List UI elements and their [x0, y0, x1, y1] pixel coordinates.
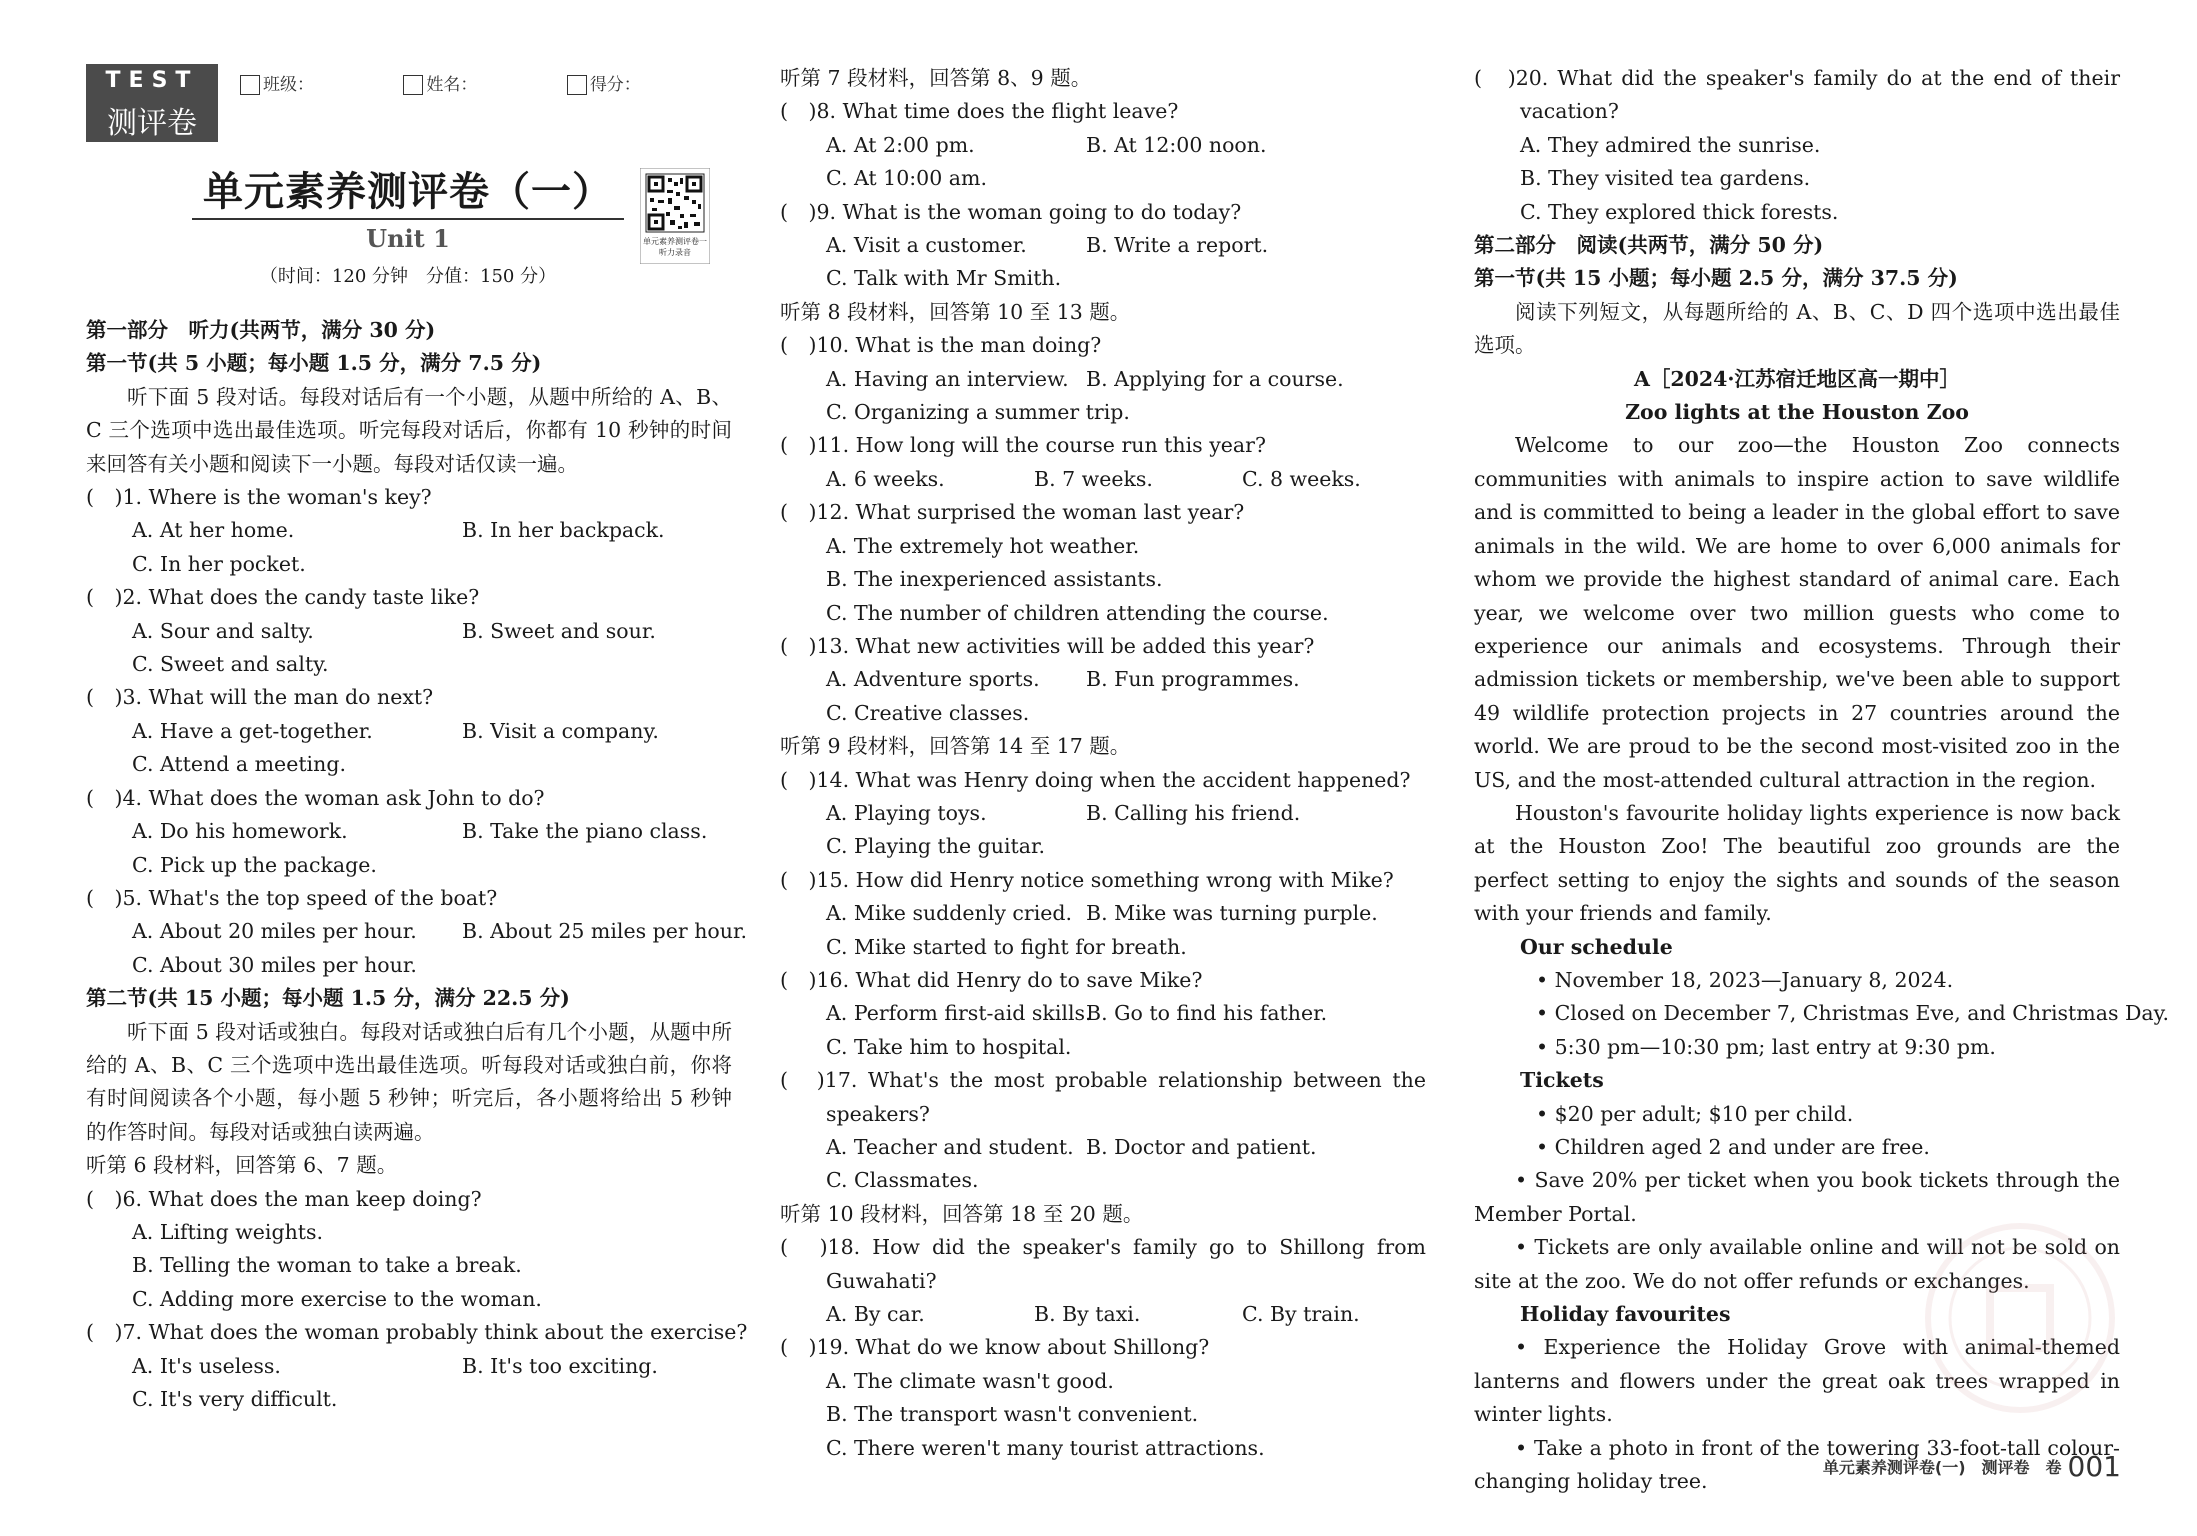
answer-options: [780, 1298, 1426, 1331]
bullet-item: • Closed on December 7, Christmas Eve, and Christmas Day.: [1536, 1001, 2170, 1026]
answer-option: A. The climate wasn't good.: [826, 1368, 1114, 1393]
bullet-item: • Children aged 2 and under are free.: [1536, 1135, 1930, 1159]
answer-option: C. 8 weeks.: [1242, 466, 1361, 491]
answer-option: C. By train.: [1242, 1302, 1360, 1327]
answer-option: C. Pick up the package.: [132, 852, 377, 877]
answer-option: B. Visit a company.: [462, 718, 659, 743]
paragraph: 听下面 5 段对话或独白。每段对话或独白后有几个小题，从题中所给的 A、B、C 三个选项中选出最佳选项。听每段对话或独白前，你将有时间阅读各个小题，每小题 5 秒钟；听完后，各小题将给出 5 秒钟的作答时间。每段对话或独白读两遍。: [86, 1019, 732, 1144]
answer-option: B. Mike was turning purple.: [1086, 901, 1378, 926]
footer-label: 单元素养测评卷(一) 测评卷 卷: [1822, 1458, 2062, 1477]
answer-option: B. Doctor and patient.: [1086, 1135, 1317, 1159]
answer-option: C. Adding more exercise to the woman.: [132, 1286, 542, 1311]
answer-option: B. The inexperienced assistants.: [826, 567, 1163, 592]
answer-option: B. Go to find his father.: [1086, 1001, 1328, 1026]
bullet-item: • Take a photo in front of the towering 33-foot-tall colour-changing holiday tree.: [1474, 1435, 2120, 1494]
question: ( )2. What does the candy taste like?: [86, 585, 480, 610]
answer-option: C. They explored thick forests.: [1520, 199, 1839, 224]
bullet-item: • Experience the Holiday Grove with animal-themed lanterns and flowers under the great oak trees wrapped in winter lights.: [1474, 1335, 2120, 1427]
score-field[interactable]: [567, 70, 641, 95]
answer-option: A. Perform first-aid skills.: [826, 1001, 1092, 1026]
answer-option: A. 6 weeks.: [826, 466, 945, 491]
answer-option: C. Creative classes.: [826, 700, 1030, 725]
answer-option: A. Mike suddenly cried.: [826, 901, 1073, 926]
answer-options: [780, 363, 1426, 396]
class-field-label: 班级：: [263, 75, 314, 95]
unit-subtitle: Unit 1: [366, 224, 450, 253]
section-heading: 第一节(共 5 小题；每小题 1.5 分，满分 7.5 分): [86, 351, 542, 376]
time-score-info: （时间：120 分钟 分值：150 分）: [259, 266, 557, 287]
answer-options: [86, 615, 732, 648]
answer-option: B. By taxi.: [1034, 1302, 1141, 1327]
answer-option: B. About 25 miles per hour.: [462, 919, 748, 944]
question: ( )5. What's the top speed of the boat?: [86, 885, 498, 910]
answer-option: A. About 20 miles per hour.: [132, 919, 417, 944]
answer-option: A. The extremely hot weather.: [826, 533, 1140, 558]
subheading: Our schedule: [1520, 934, 1673, 959]
answer-options: [86, 915, 748, 948]
answer-option: B. Applying for a course.: [1086, 366, 1344, 391]
paragraph: Houston's favourite holiday lights experience is now back at the Houston Zoo! The beautiful zoo grounds are the perfect setting to enjoy the sights and sounds of the season with your friends and family.: [1474, 800, 2120, 926]
answer-option: C. Attend a meeting.: [132, 752, 346, 777]
question: ( )18. How did the speaker's family go to Shillong from: [780, 1235, 1426, 1260]
answer-options: [780, 997, 1426, 1030]
question: ( )11. How long will the course run this year?: [780, 433, 1266, 458]
answer-options: [780, 1131, 1426, 1164]
answer-options: [780, 797, 1426, 830]
question: ( )3. What will the man do next?: [86, 685, 434, 710]
answer-option: B. Fun programmes.: [1086, 667, 1300, 692]
badge-top-text: TEST: [105, 68, 199, 93]
answer-option: C. About 30 miles per hour.: [132, 952, 417, 977]
answer-option: speakers?: [826, 1101, 930, 1126]
answer-option: B. Take the piano class.: [462, 819, 708, 844]
answer-option: C. Classmates.: [826, 1168, 979, 1193]
passage-heading: A［2024·江苏宿迁地区高一期中］: [1633, 366, 1961, 391]
material-instruction: 听第 10 段材料，回答第 18 至 20 题。: [780, 1201, 1144, 1226]
answer-option: B. In her backpack.: [462, 518, 665, 543]
question: ( )14. What was Henry doing when the accident happened?: [780, 767, 1411, 792]
answer-options: [86, 514, 732, 547]
question: ( )1. Where is the woman's key?: [86, 485, 432, 510]
badge-bottom-text: 测评卷: [107, 106, 197, 141]
page-footer: [1823, 1450, 2121, 1483]
class-marker-icon: [240, 75, 260, 95]
page-title: 单元素养测评卷（一）: [203, 169, 613, 215]
question: ( )4. What does the woman ask John to do?: [86, 785, 545, 810]
section-heading: 第一部分 听力(共两节，满分 30 分): [86, 318, 436, 342]
answer-option: A. Playing toys.: [826, 800, 987, 825]
name-marker-icon: [403, 75, 423, 95]
answer-option: A. Teacher and student.: [826, 1135, 1074, 1159]
page-number: 001: [2067, 1450, 2121, 1483]
bullet-item: • Save 20% per ticket when you book tickets through the Member Portal.: [1474, 1168, 2120, 1226]
answer-option: A. It's useless.: [132, 1353, 281, 1378]
section-heading: 第二部分 阅读(共两节，满分 50 分): [1474, 233, 1824, 258]
answer-option: C. At 10:00 am.: [826, 166, 987, 191]
answer-option: Guwahati?: [826, 1268, 937, 1293]
question: ( )7. What does the woman probably think about the exercise?: [86, 1320, 748, 1345]
answer-options: [780, 663, 1426, 696]
qr-caption: 单元素养测评卷一听力录音: [643, 237, 707, 257]
paragraph: 阅读下列短文，从每题所给的 A、B、C、D 四个选项中选出最佳选项。: [1474, 299, 2120, 358]
question: ( )6. What does the man keep doing?: [86, 1186, 482, 1211]
section-heading: 第二节(共 15 小题；每小题 1.5 分，满分 22.5 分): [86, 986, 570, 1011]
name-field[interactable]: [403, 70, 477, 95]
answer-option: C. There weren't many tourist attractions.: [826, 1435, 1265, 1460]
column-left: [86, 314, 748, 1416]
student-info-fields: [240, 70, 725, 95]
answer-option: C. The number of children attending the course.: [826, 600, 1329, 625]
question: ( )16. What did Henry do to save Mike?: [780, 967, 1203, 992]
column-middle: [780, 62, 1426, 1465]
answer-option: A. Do his homework.: [132, 819, 348, 844]
watermark-stamp-icon: [1920, 1218, 2120, 1418]
answer-option: C. Organizing a summer trip.: [826, 400, 1130, 425]
answer-options: [780, 463, 1426, 496]
subheading: Tickets: [1520, 1068, 1604, 1093]
answer-option: C. Talk with Mr Smith.: [826, 266, 1062, 291]
answer-option: B. Sweet and sour.: [462, 618, 656, 643]
question: ( )8. What time does the flight leave?: [780, 99, 1179, 124]
subheading: Holiday favourites: [1520, 1302, 1731, 1327]
answer-option: A. Lifting weights.: [132, 1219, 324, 1244]
material-instruction: 听第 8 段材料，回答第 10 至 13 题。: [780, 299, 1131, 324]
answer-option: C. Take him to hospital.: [826, 1034, 1072, 1059]
answer-options: [780, 129, 1426, 162]
paragraph: Welcome to our zoo—the Houston Zoo connects communities with animals to inspire action to save wildlife and is committed to being a leader in the global effort to save animals in the wild. We are home to over 6,000 animals for whom we provide the highest standard of animal care. Each year, we welcome over two million guests who come to experience our animals and ecosystems. Through their admission tickets or membership, we've been able to support 49 wildlife protection projects in 27 countries around the world. We are proud to be the second most-visited zoo in the US, and the most-attended cultural attraction in the region.: [1474, 433, 2120, 792]
answer-option: A. At 2:00 pm.: [826, 132, 975, 157]
answer-options: [86, 1350, 732, 1383]
answer-option: C. Playing the guitar.: [826, 834, 1046, 859]
question: ( )19. What do we know about Shillong?: [780, 1335, 1210, 1360]
answer-option: C. Sweet and salty.: [132, 652, 329, 677]
answer-option: B. It's too exciting.: [462, 1353, 658, 1378]
passage-heading: Zoo lights at the Houston Zoo: [1625, 400, 1969, 425]
score-field-label: 得分：: [589, 75, 641, 95]
question: ( )9. What is the woman going to do today?: [780, 199, 1242, 224]
answer-options: [780, 229, 1426, 262]
answer-option: B. Calling his friend.: [1086, 800, 1301, 825]
answer-option: B. They visited tea gardens.: [1520, 166, 1811, 191]
answer-option: A. Adventure sports.: [826, 667, 1040, 692]
answer-option: C. Mike started to fight for breath.: [826, 934, 1187, 959]
bullet-item: • Tickets are only available online and will not be sold on site at the zoo. We do not offer refunds or exchanges.: [1474, 1235, 2120, 1293]
answer-option: A. Visit a customer.: [826, 233, 1027, 258]
title-divider: [192, 218, 624, 220]
answer-options: [86, 815, 732, 848]
answer-option: A. By car.: [826, 1302, 925, 1327]
qr-code-icon[interactable]: [640, 168, 710, 264]
question: ( )13. What new activities will be added this year?: [780, 633, 1315, 658]
material-instruction: 听第 9 段材料，回答第 14 至 17 题。: [780, 734, 1131, 759]
paragraph: 听下面 5 段对话。每段对话后有一个小题，从题中所给的 A、B、C 三个选项中选出最佳选项。听完每段对话后，你都有 10 秒钟的时间来回答有关小题和阅读下一小题。每段对话仅读一遍。: [86, 384, 732, 476]
answer-options: [780, 897, 1426, 930]
answer-option: A. Sour and salty.: [132, 618, 314, 643]
answer-option: A. Have a get-together.: [132, 718, 373, 743]
answer-option: B. The transport wasn't convenient.: [826, 1402, 1199, 1427]
answer-options: [86, 715, 732, 748]
answer-option: B. 7 weeks.: [1034, 466, 1153, 491]
name-field-label: 姓名：: [426, 75, 478, 95]
material-instruction: 听第 6 段材料，回答第 6、7 题。: [86, 1153, 398, 1178]
score-marker-icon: [567, 75, 587, 95]
bullet-item: • $20 per adult; $10 per child.: [1536, 1101, 1854, 1126]
answer-option: A. They admired the sunrise.: [1520, 132, 1821, 157]
answer-option: A. At her home.: [132, 518, 295, 543]
answer-option: A. Having an interview.: [826, 366, 1069, 391]
answer-option: B. At 12:00 noon.: [1086, 132, 1267, 157]
question: ( )10. What is the man doing?: [780, 333, 1102, 358]
bullet-item: • November 18, 2023—January 8, 2024.: [1536, 967, 1954, 992]
answer-option: C. It's very difficult.: [132, 1387, 338, 1411]
bullet-item: • 5:30 pm—10:30 pm; last entry at 9:30 pm.: [1536, 1034, 1996, 1059]
test-badge: [86, 64, 218, 142]
question: ( )17. What's the most probable relationship between the: [780, 1068, 1426, 1093]
answer-option: vacation?: [1520, 99, 1619, 124]
answer-option: B. Write a report.: [1086, 233, 1269, 258]
question: ( )15. How did Henry notice something wrong with Mike?: [780, 867, 1394, 892]
section-heading: 第一节(共 15 小题；每小题 2.5 分，满分 37.5 分): [1474, 266, 1958, 291]
material-instruction: 听第 7 段材料，回答第 8、9 题。: [780, 66, 1092, 90]
class-field[interactable]: [240, 70, 314, 95]
answer-option: B. Telling the woman to take a break.: [132, 1253, 522, 1278]
answer-option: C. In her pocket.: [132, 551, 306, 576]
question: ( )20. What did the speaker's family do at the end of their: [1474, 66, 2120, 90]
question: ( )12. What surprised the woman last year?: [780, 500, 1245, 525]
